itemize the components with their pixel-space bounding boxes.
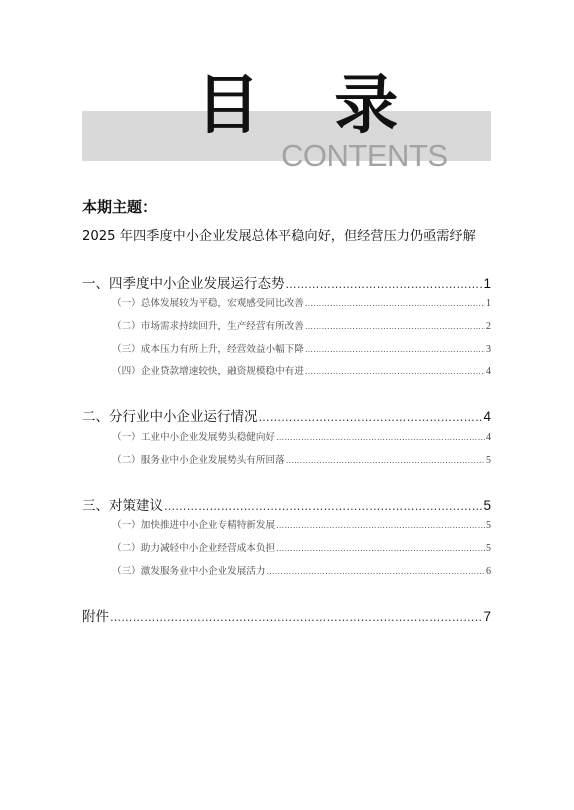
toc-entry-subsection[interactable] (112, 318, 491, 332)
toc-entry-page: 2 (486, 321, 491, 332)
toc-entry-subsection[interactable] (112, 563, 491, 577)
toc-entry-page: 1 (486, 298, 491, 309)
toc-entry-page: 5 (486, 543, 491, 554)
toc-entry-subsection[interactable] (112, 363, 491, 377)
toc-entry-page: 4 (486, 432, 491, 443)
page-title: 目 录 (196, 68, 425, 143)
toc-entry-page: 1 (483, 276, 491, 291)
toc-entry-subsection[interactable] (112, 341, 491, 355)
dot-leader (259, 411, 483, 424)
dot-leader (276, 544, 485, 553)
dot-leader (164, 500, 482, 513)
dot-leader (305, 367, 485, 376)
dot-leader (286, 278, 483, 291)
contents-subtitle: CONTENTS (281, 138, 448, 173)
toc-entry-subsection[interactable] (112, 540, 491, 554)
toc-entry-title: （四）企业贷款增速较快，融资规模稳中有进 (112, 366, 304, 377)
toc-entry-title: （一）总体发展较为平稳，宏观感受同比改善 (112, 298, 304, 309)
toc-entry-page: 5 (486, 455, 491, 466)
toc-entry-page: 6 (486, 566, 491, 577)
topic-text: 2025 年四季度中小企业发展总体平稳向好，但经营压力仍亟需纾解 (82, 229, 476, 244)
toc-entry-page: 5 (483, 498, 491, 513)
toc-entry-title: （二）服务业中小企业发展势头有所回落 (112, 455, 285, 466)
dot-leader (305, 299, 485, 308)
toc-entry-subsection[interactable] (112, 295, 491, 309)
toc-entry-page: 7 (483, 609, 491, 624)
toc-entry-title: 附件 (82, 609, 109, 625)
toc-entry-title: 三、对策建议 (82, 498, 163, 514)
toc-entry-title: 一、四季度中小企业发展运行态势 (82, 276, 285, 292)
toc-entry-title: （三）成本压力有所上升，经营效益小幅下降 (112, 344, 304, 355)
toc-entry-section[interactable] (82, 405, 491, 425)
dot-leader (267, 567, 486, 576)
toc-entry-page: 3 (486, 344, 491, 355)
toc-entry-title: （一）加快推进中小企业专精特新发展 (112, 520, 276, 531)
dot-leader (110, 611, 482, 624)
toc-entry-section[interactable] (82, 272, 491, 292)
toc-entry-subsection[interactable] (112, 452, 491, 466)
dot-leader (286, 456, 485, 465)
topic-label: 本期主题： (82, 198, 158, 216)
toc-entry-title: （三）激发服务业中小企业发展活力 (112, 566, 266, 577)
toc-entry-title: 二、分行业中小企业运行情况 (82, 409, 258, 425)
toc-entry-page: 4 (486, 366, 491, 377)
toc-entry-appendix[interactable] (82, 605, 491, 625)
dot-leader (305, 322, 485, 331)
toc-entry-subsection[interactable] (112, 517, 491, 531)
dot-leader (276, 433, 485, 442)
toc-entry-section[interactable] (82, 494, 491, 514)
toc-entry-subsection[interactable] (112, 429, 491, 443)
dot-leader (305, 345, 485, 354)
toc-entry-title: （二）市场需求持续回升，生产经营有所改善 (112, 321, 304, 332)
dot-leader (276, 521, 485, 530)
toc-entry-page: 5 (486, 520, 491, 531)
toc-entry-page: 4 (483, 409, 491, 424)
toc-entry-title: （一）工业中小企业发展势头稳健向好 (112, 432, 276, 443)
toc-entry-title: （二）助力减轻中小企业经营成本负担 (112, 543, 276, 554)
